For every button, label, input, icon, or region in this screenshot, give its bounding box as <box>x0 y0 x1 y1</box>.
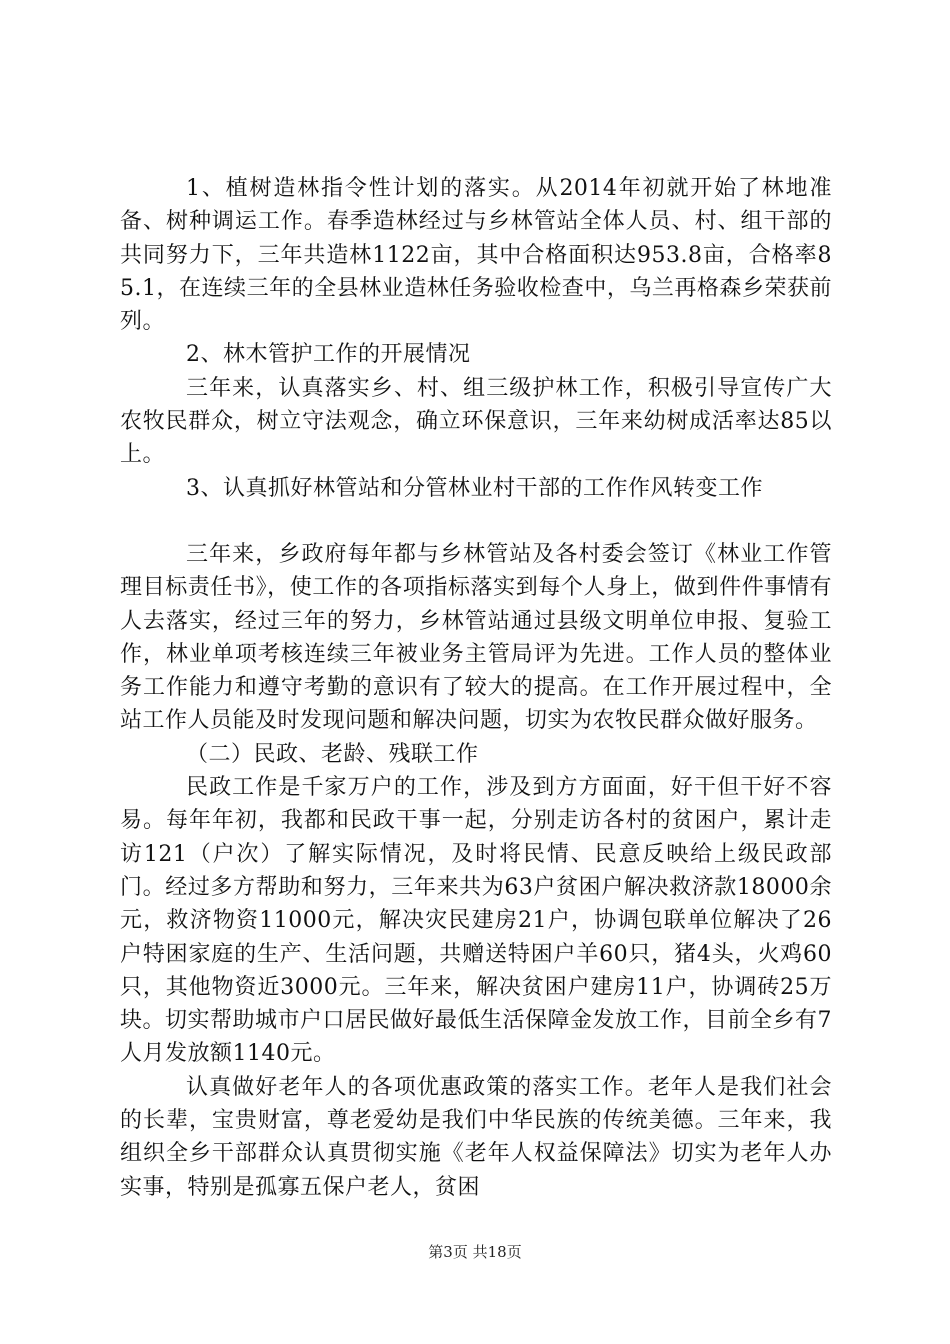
paragraph-elderly-policy: 认真做好老年人的各项优惠政策的落实工作。老年人是我们社会的长辈，宝贵财富，尊老爱幼是我们中华民族的传统美德。三年来，我组织全乡干部群众认真贯彻实施《老年人权益保障法》切实为老年人办实事，特别是孤寡五保户老人，贫困 <box>120 1074 832 1200</box>
paragraph-work-style: 三年来，乡政府每年都与乡林管站及各村委会签订《林业工作管理目标责任书》，使工作的各项指标落实到每个人身上，做到件件事情有人去落实，经过三年的努力，乡林管站通过县级文明单位申报、复验工作，林业单项考核连续三年被业务主管局评为先进。工作人员的整体业务工作能力和遵守考勤的意识有了较大的提高。在工作开展过程中，全站工作人员能及时发现问题和解决问题，切实为农牧民群众做好服务。 <box>120 541 832 734</box>
heading-work-style: 3、认真抓好林管站和分管林业村干部的工作作风转变工作 <box>186 475 763 501</box>
paragraph-forest-protection: 三年来，认真落实乡、村、组三级护林工作，积极引导宣传广大农牧民群众，树立守法观念，确立环保意识，三年来幼树成活率达85以上。 <box>120 375 832 468</box>
document-body <box>120 172 832 1204</box>
blank-line <box>120 505 832 538</box>
page-number-footer: 第3页 共18页 <box>428 1243 522 1261</box>
heading-civil-affairs: （二）民政、老龄、残联工作 <box>186 741 479 767</box>
heading-forest-protection: 2、林木管护工作的开展情况 <box>186 342 471 368</box>
paragraph-civil-affairs: 民政工作是千家万户的工作，涉及到方方面面，好干但干好不容易。每年年初，我都和民政干事一起，分别走访各村的贫困户，累计走访121（户次）了解实际情况，及时将民情、民意反映给上级民政部门。经过多方帮助和努力，三年来共为63户贫困户解决救济款18000余元，救济物资11000元，解决灾民建房21户，协调包联单位解决了26户特困家庭的生产、生活问题，共赠送特困户羊60只，猪4头，火鸡60只，其他物资近3000元。三年来，解决贫困户建房11户，协调砖25万块。切实帮助城市户口居民做好最低生活保障金发放工作，目前全乡有7人月发放额1140元。 <box>120 775 832 1067</box>
paragraph-afforestation-plan: 1、植树造林指令性计划的落实。从2014年初就开始了林地准备、树种调运工作。春季造林经过与乡林管站全体人员、村、组干部的共同努力下，三年共造林1122亩，其中合格面积达953.8亩，合格率85.1，在连续三年的全县林业造林任务验收检查中，乌兰再格森乡荣获前列。 <box>120 176 832 335</box>
